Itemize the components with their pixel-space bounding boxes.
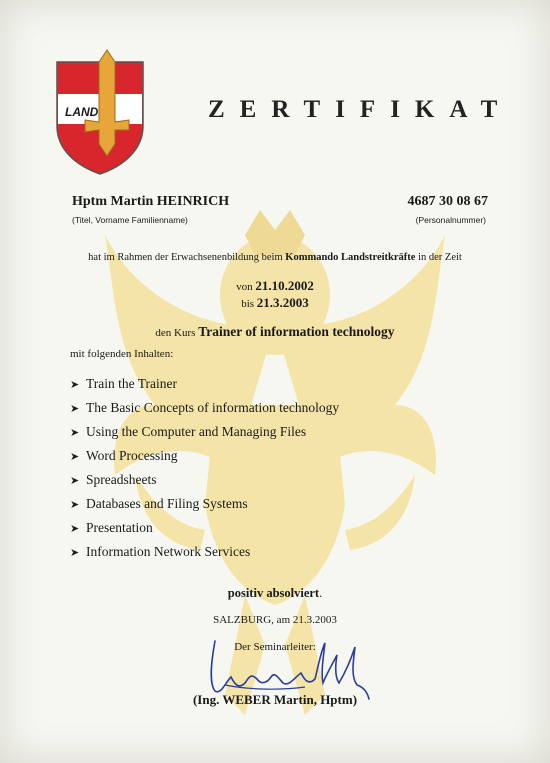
list-item xyxy=(70,492,339,516)
to-prefix: bis xyxy=(241,298,255,310)
arrow-bullet-icon: ➤ xyxy=(70,378,80,391)
organization-name: Kommando Landstreitkräfte xyxy=(285,252,416,263)
list-item xyxy=(70,468,339,492)
arrow-bullet-icon: ➤ xyxy=(70,522,80,535)
arrow-bullet-icon: ➤ xyxy=(70,474,80,487)
from-date: 21.10.2002 xyxy=(255,278,314,293)
course-prefix: den Kurs xyxy=(155,327,196,339)
to-line xyxy=(0,295,550,312)
place-date: SALZBURG, am 21.3.2003 xyxy=(213,614,337,626)
list-item-label: The Basic Concepts of information technology xyxy=(86,400,340,415)
intro-after: in der Zeit xyxy=(418,252,462,263)
intro-before: hat im Rahmen der Erwachsenenbildung beim xyxy=(88,252,283,263)
from-line xyxy=(0,278,550,295)
arrow-bullet-icon: ➤ xyxy=(70,426,80,439)
recipient-name-caption: (Titel, Vorname Familienname) xyxy=(72,215,188,225)
list-item xyxy=(70,420,339,444)
from-prefix: von xyxy=(236,281,253,293)
list-item-label: Presentation xyxy=(86,520,153,535)
result-text: positiv absolviert xyxy=(227,586,320,600)
list-item-label: Using the Computer and Managing Files xyxy=(86,424,307,439)
list-item-label: Train the Trainer xyxy=(86,376,178,391)
result-line xyxy=(0,586,550,601)
certificate-title: ZERTIFIKAT xyxy=(208,96,513,123)
seminar-leader-label: Der Seminarleiter: xyxy=(234,641,316,653)
crest-icon xyxy=(55,48,145,176)
arrow-bullet-icon: ➤ xyxy=(70,450,80,463)
list-item xyxy=(70,516,339,540)
date-range xyxy=(0,278,550,312)
arrow-bullet-icon: ➤ xyxy=(70,546,80,559)
list-item-label: Databases and Filing Systems xyxy=(86,496,248,511)
arrow-bullet-icon: ➤ xyxy=(70,498,80,511)
contents-list xyxy=(70,372,339,564)
signer-name: (Ing. WEBER Martin, Hptm) xyxy=(192,692,358,707)
list-item xyxy=(70,540,339,564)
contents-label: mit folgenden Inhalten: xyxy=(70,348,174,360)
list-item xyxy=(70,372,339,396)
list-item-label: Information Network Services xyxy=(86,544,251,559)
arrow-bullet-icon: ➤ xyxy=(70,402,80,415)
list-item-label: Word Processing xyxy=(86,448,178,463)
crest-text: LAND xyxy=(65,105,99,119)
result-punct: . xyxy=(319,586,323,600)
list-item xyxy=(70,396,339,420)
list-item-label: Spreadsheets xyxy=(86,472,157,487)
recipient-name: Hptm Martin HEINRICH xyxy=(72,194,230,209)
to-date: 21.3.2003 xyxy=(256,295,309,310)
course-name: Trainer of information technology xyxy=(198,324,395,339)
personal-number-caption: (Personalnummer) xyxy=(415,215,486,225)
intro-sentence xyxy=(0,252,550,263)
list-item xyxy=(70,444,339,468)
personal-number: 4687 30 08 67 xyxy=(407,194,488,209)
course-line xyxy=(0,324,550,340)
